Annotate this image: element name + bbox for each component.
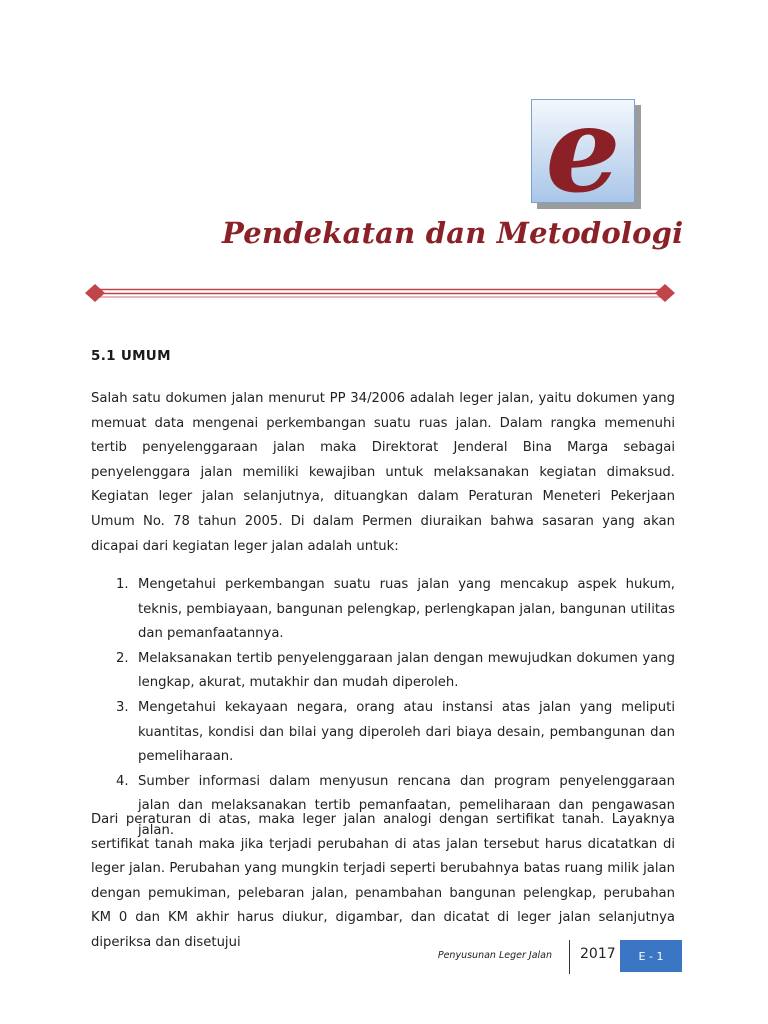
list-text: Sumber informasi dalam menyusun rencana dan program penyelenggaraan jalan dan melaksanakan tertib pemanfaatan, pemeliharaan dan pengawasan jalan. bbox=[138, 773, 675, 838]
chapter-title: Pendekatan dan Metodologi bbox=[222, 216, 684, 250]
footer-year: 2017 bbox=[580, 946, 616, 962]
intro-paragraph: Salah satu dokumen jalan menurut PP 34/2006 adalah leger jalan, yaitu dokumen yang memuat data mengenai perkembangan suatu ruas jalan. Dalam rangka memenuhi tertib penyelenggaraan jalan maka Direktorat Jenderal Bina Marga sebagai penyelenggara jalan memiliki kewajiban untuk melaksanakan kegiatan dimaksud. Kegiatan leger jalan selanjutnya, dituangkan dalam Peraturan Meneteri Pekerjaan Umum No. 78 tahun 2005. Di dalam Permen diuraikan bahwa sasaran yang akan dicapai dari kegiatan leger jalan adalah untuk: bbox=[91, 391, 675, 554]
logo-letter: e bbox=[545, 99, 621, 209]
list-text: Melaksanakan tertib penyelenggaraan jalan dengan mewujudkan dokumen yang lengkap, akurat, mutakhir dan mudah diperoleh. bbox=[138, 650, 675, 691]
footer-document-name: Penyusunan Leger Jalan bbox=[437, 950, 552, 961]
section-heading: 5.1 UMUM bbox=[91, 348, 171, 364]
list-text: Mengetahui perkembangan suatu ruas jalan yang mencakup aspek hukum, teknis, pembiayaan, bangunan pelengkap, perlengkapan jalan, bangunan utilitas dan pemanfaatannya. bbox=[138, 577, 675, 642]
title-divider bbox=[84, 283, 676, 303]
page-number-badge bbox=[620, 940, 682, 972]
closing-paragraph: Dari peraturan di atas, maka leger jalan analogi dengan sertifikat tanah. Layaknya sertifikat tanah maka jika terjadi perubahan di atas jalan tersebut harus dicatatkan di leger jalan. Perubahan yang mungkin terjadi seperti berubahnya batas ruang milik jalan dengan pemukiman, pelebaran jalan, penambahan bangunan pelengkap, perubahan KM 0 dan KM akhir harus diukur, digambar, dan dicatat di leger jalan selanjutnya diperiksa dan disetujui bbox=[91, 812, 675, 950]
list-number: 1. bbox=[116, 577, 129, 592]
list-number: 3. bbox=[116, 699, 129, 715]
list-item bbox=[91, 696, 675, 770]
list-text: Mengetahui kekayaan negara, orang atau instansi atas jalan yang meliputi kuantitas, kondisi dan bilai yang diperoleh dari biaya desain, pembangunan dan pemeliharaan. bbox=[138, 699, 675, 765]
page-number: E - 1 bbox=[638, 949, 664, 963]
objectives-list bbox=[91, 573, 675, 844]
list-number: 2. bbox=[116, 650, 129, 666]
list-item bbox=[91, 573, 675, 647]
chapter-logo bbox=[531, 99, 641, 209]
list-item bbox=[91, 647, 675, 696]
footer-divider bbox=[569, 940, 570, 974]
list-number: 4. bbox=[116, 773, 129, 789]
